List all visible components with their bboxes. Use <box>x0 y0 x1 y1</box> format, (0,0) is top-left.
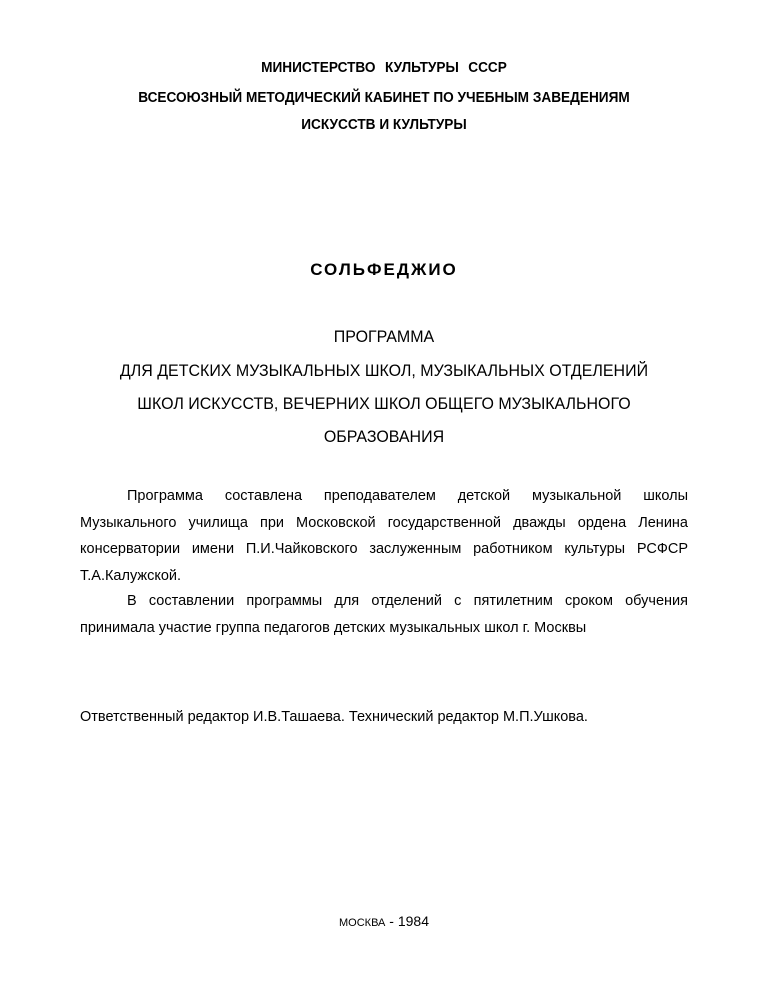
program-label: ПРОГРАММА <box>333 327 435 346</box>
arts-heading: ИСКУССТВ И КУЛЬТУРЫ <box>301 117 467 133</box>
imprint-city: МОСКВА <box>339 917 386 929</box>
imprint-year: 1984 <box>397 913 429 929</box>
subtitle-line-3: ОБРАЗОВАНИЯ <box>323 427 445 446</box>
subtitle-line-2: ШКОЛ ИСКУССТВ, ВЕЧЕРНИХ ШКОЛ ОБЩЕГО МУЗЫКАЛЬНОГО <box>137 394 631 413</box>
editors-credit: Ответственный редактор И.В.Ташаева. Технический редактор М.П.Ушкова. <box>80 709 588 725</box>
ministry-heading: МИНИСТЕРСТВО КУЛЬТУРЫ СССР <box>261 60 507 76</box>
author-paragraph: Программа составлена преподавателем детской музыкальной школы Музыкального училища при Московской государственной дважды ордена Ленина консерватории имени П.И.Чайковского заслуженным работником культуры РСФСР Т.А.Калужской. <box>80 488 688 584</box>
document-title: СОЛЬФЕДЖИО <box>310 260 458 279</box>
imprint-footer <box>0 913 768 929</box>
contributors-paragraph: В составлении программы для отделений с пятилетним сроком обучения принимала участие группа педагогов детских музыкальных школ г. Москвы <box>80 593 688 636</box>
subtitle-line-1: ДЛЯ ДЕТСКИХ МУЗЫКАЛЬНЫХ ШКОЛ, МУЗЫКАЛЬНЫХ ОТДЕЛЕНИЙ <box>119 361 649 380</box>
imprint-separator: - <box>385 913 398 929</box>
cabinet-heading: ВСЕСОЮЗНЫЙ МЕТОДИЧЕСКИЙ КАБИНЕТ ПО УЧЕБНЫМ ЗАВЕДЕНИЯМ <box>138 90 630 106</box>
